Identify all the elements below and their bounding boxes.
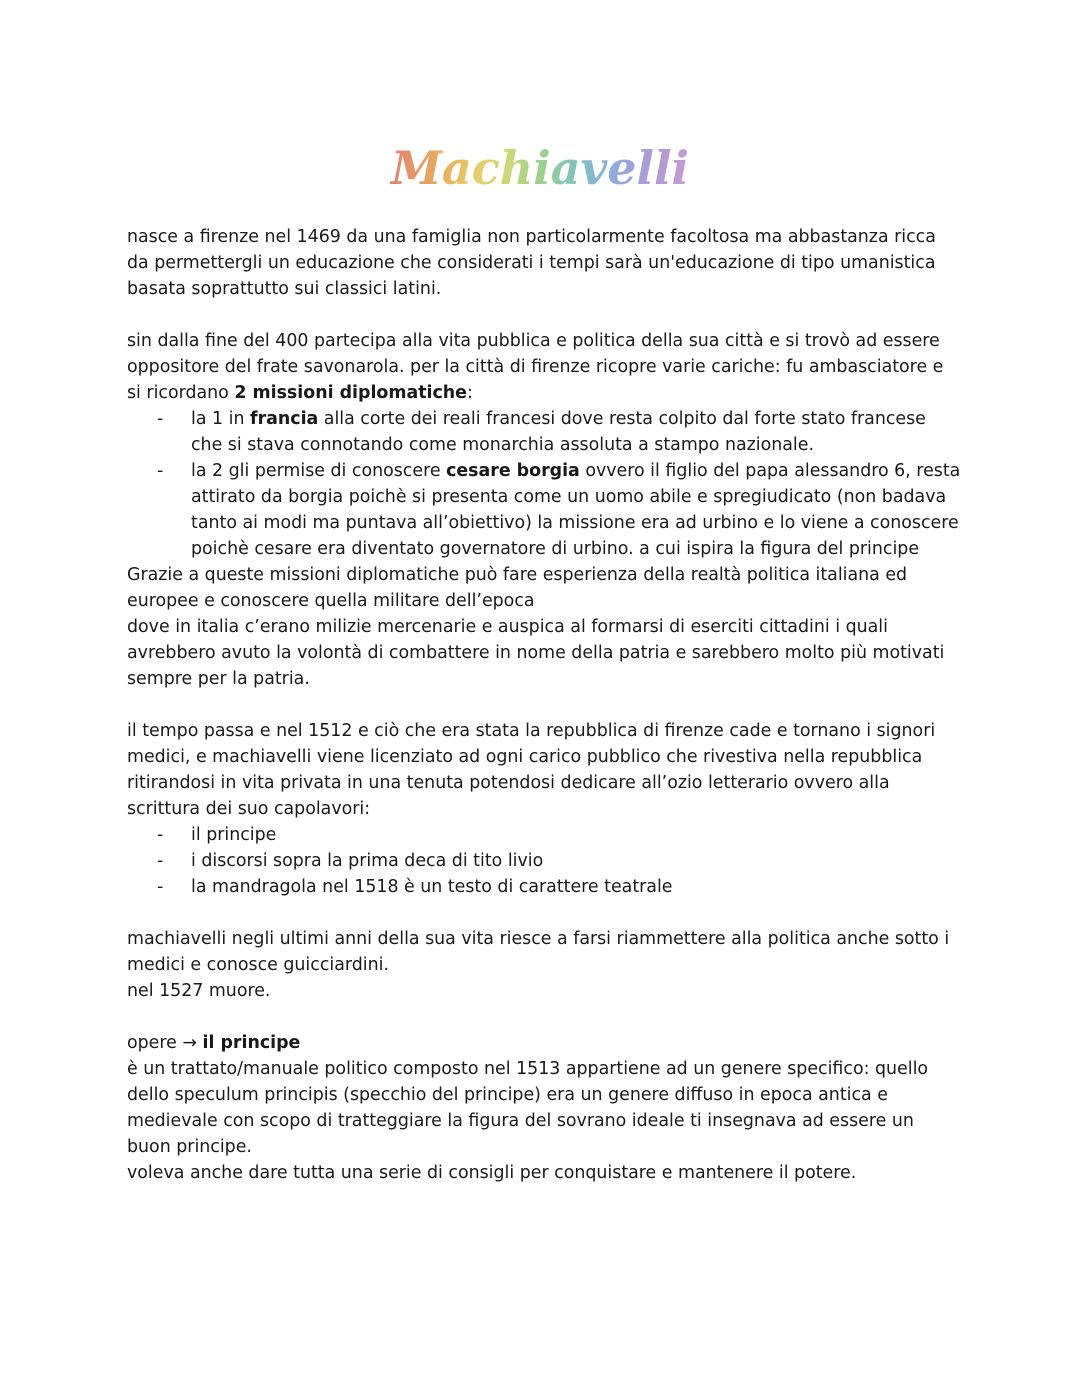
paragraph-experience: Grazie a queste missioni diplomatiche può fare esperienza della realtà politica italiana ed europee e conoscere quella militare dell’epoca [127,565,908,611]
list-dash: - [157,461,164,481]
paragraph-medici-return: il tempo passa e nel 1512 e ciò che era stata la repubblica di firenze cade e tornano i signori medici, e machiavelli viene licenziato ad ogni carico pubblico che rivestiva nella repubblica ritirandosi in vita privata in una tenuta potendosi dedicare all’ozio letterario ovvero alla scrittura dei suo capolavori: [127,721,936,819]
mission-text-a: la 1 in [191,409,250,429]
public-life-end: : [466,383,473,403]
opere-heading [127,1030,962,1056]
mission-bold: cesare borgia [446,461,580,481]
paragraph-public-life [127,328,962,406]
public-life-text: sin dalla fine del 400 partecipa alla vita pubblica e politica della sua città e si trovò ad essere oppositore del frate savonarola. per la città di firenze ricopre varie cariche: fu ambasciatore e si ricordano [127,331,944,403]
opere-title: il principe [202,1033,301,1053]
list-item [127,458,962,562]
mission-text-a: la 2 gli permise di conoscere [191,461,447,481]
mission-text-b: ovvero il figlio del papa alessandro 6, resta attirato da borgia poichè si presenta come un uomo abile e spregiudicato (non badava tanto ai modi ma puntava all’obiettivo) la missione era ad urbino e lo viene a conoscere poichè cesare era diventato governatore di urbino. a cui ispira la figura del principe [191,461,961,559]
spacer [127,302,962,328]
list-item [127,874,962,900]
paragraph-death: nel 1527 muore. [127,981,271,1001]
list-item [127,822,962,848]
mission-text-b: alla corte dei reali francesi dove resta colpito dal forte stato francese che si stava connotando come monarchia assoluta a stampo nazionale. [191,409,926,455]
list-item [127,406,962,458]
work-title: la mandragola nel 1518 è un testo di carattere teatrale [191,877,673,897]
list-dash: - [157,851,164,871]
paragraph-birth: nasce a firenze nel 1469 da una famiglia non particolarmente facoltosa ma abbastanza ricca da permettergli un educazione che considerati i tempi sarà un'educazione di tipo umanistica basata soprattutto sui classici latini. [127,227,936,299]
paragraph-last-years: machiavelli negli ultimi anni della sua vita riesce a farsi riammettere alla politica anche sotto i medici e conosce guicciardini. [127,929,950,975]
page-title-wrap [0,138,1080,202]
spacer [127,692,962,718]
list-dash: - [157,825,164,845]
page-title-logo [390,138,690,202]
list-dash: - [157,409,164,429]
public-life-bold: 2 missioni diplomatiche [234,383,467,403]
document-body [127,224,962,1186]
work-title: il principe [191,825,277,845]
paragraph-advice: voleva anche dare tutta una serie di consigli per conquistare e mantenere il potere. [127,1163,857,1183]
works-list [127,822,962,900]
work-title: i discorsi sopra la prima deca di tito livio [191,851,544,871]
paragraph-treatise: è un trattato/manuale politico composto nel 1513 appartiene ad un genere specifico: quello dello speculum principis (specchio del principe) era un genere diffuso in epoca antica e medievale con scopo di tratteggiare la figura del sovrano ideale ti insegnava ad essere un buon principe. [127,1059,929,1157]
list-item [127,848,962,874]
missions-list [127,406,962,562]
paragraph-militia: dove in italia c’erano milizie mercenarie e auspica al formarsi di eserciti cittadini i quali avrebbero avuto la volontà di combattere in nome della patria e sarebbero molto più motivati sempre per la patria. [127,617,945,689]
page-title: Machiavelli [391,141,689,195]
list-dash: - [157,877,164,897]
spacer [127,900,962,926]
spacer [127,1004,962,1030]
mission-bold: francia [250,409,319,429]
opere-label: opere → [127,1033,203,1053]
